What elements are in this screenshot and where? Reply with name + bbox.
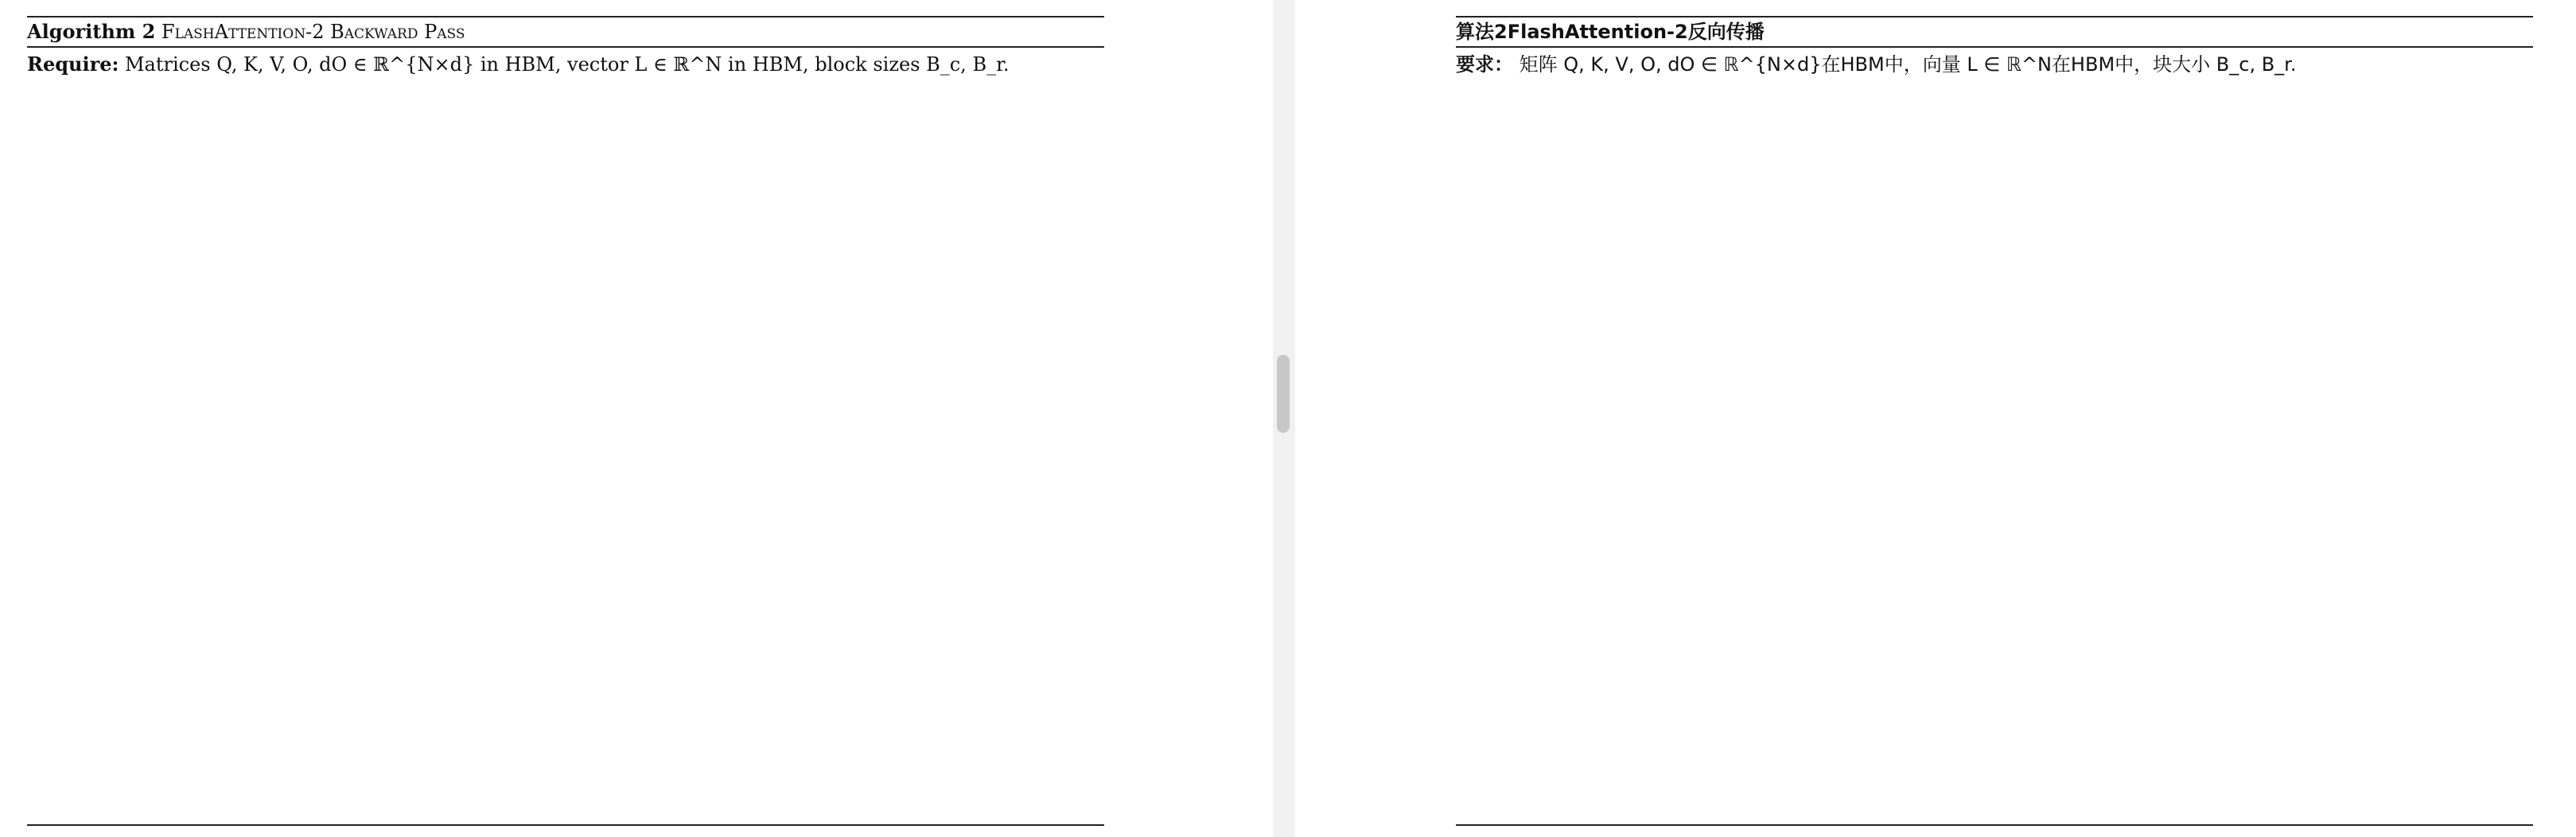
left-document-page [0, 0, 1273, 837]
algorithm-title: FlashAttention-2 Backward Pass [161, 21, 465, 43]
require-label: 要求： [1456, 53, 1513, 76]
require-line [1456, 53, 2533, 76]
require-text: 矩阵 Q, K, V, O, dO ∈ ℝ^{N×d}在HBM中，向量 L ∈ ℝ^N在HBM中，块大小 B_c, B_r. [1519, 53, 2297, 76]
algorithm-box-chinese [1456, 16, 2533, 826]
algorithm-label: Algorithm 2 [27, 20, 156, 43]
right-document-page [1295, 0, 2576, 837]
algorithm-box-english [27, 16, 1104, 826]
algorithm-caption [1456, 18, 2533, 48]
scrollbar-thumb[interactable] [1277, 355, 1290, 433]
require-label: Require: [27, 53, 119, 76]
require-line [27, 53, 1104, 76]
algorithm-caption [27, 18, 1104, 48]
require-text: Matrices Q, K, V, O, dO ∈ ℝ^{N×d} in HBM, vector L ∈ ℝ^N in HBM, block sizes B_c, B_r. [124, 53, 1010, 76]
algorithm-title: 算法2FlashAttention-2反向传播 [1456, 21, 1765, 43]
